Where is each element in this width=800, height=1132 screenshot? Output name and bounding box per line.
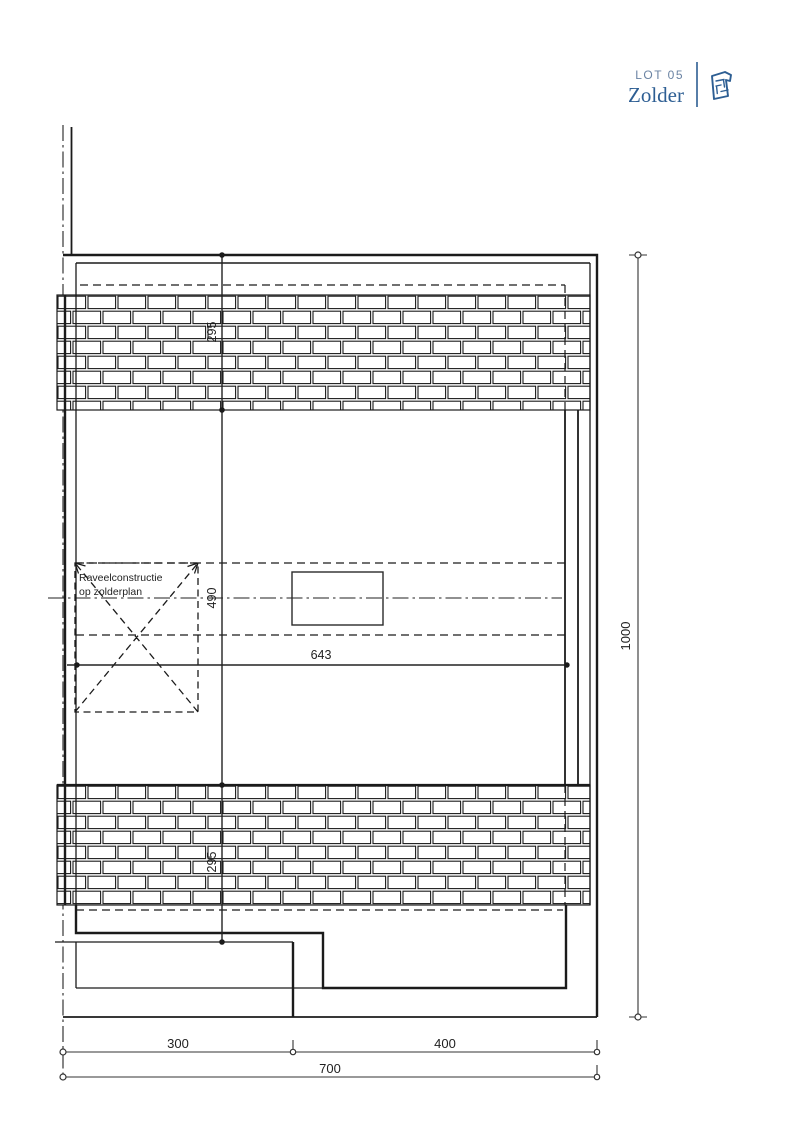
blueprint-icon bbox=[712, 72, 731, 99]
title-block bbox=[628, 62, 731, 107]
dim-label-643: 643 bbox=[310, 648, 332, 662]
dim-node bbox=[219, 407, 225, 413]
bottom-roof-hatch bbox=[57, 785, 590, 905]
dim-end bbox=[635, 252, 641, 258]
dim-label-1000: 1000 bbox=[618, 621, 633, 651]
dim-label-400: 400 bbox=[434, 1036, 456, 1051]
dim-end bbox=[60, 1074, 66, 1080]
center-lines bbox=[48, 125, 562, 1080]
dim-end bbox=[594, 1049, 599, 1054]
raveel-note-line2: op zolderplan bbox=[79, 586, 143, 598]
dimension-labels bbox=[167, 322, 633, 1076]
dim-node bbox=[219, 939, 225, 945]
dim-label-490: 490 bbox=[205, 587, 219, 609]
dim-node bbox=[74, 662, 79, 667]
dim-end bbox=[290, 1049, 295, 1054]
raveel-note-line1: Raveelconstructie bbox=[79, 572, 163, 584]
dim-node bbox=[219, 252, 225, 258]
dim-end bbox=[635, 1014, 641, 1020]
dim-end bbox=[594, 1074, 599, 1079]
dim-node bbox=[564, 662, 569, 667]
dim-label-300: 300 bbox=[167, 1036, 189, 1051]
plan-name: Zolder bbox=[628, 83, 684, 107]
lot-label: LOT 05 bbox=[635, 68, 684, 82]
dim-end bbox=[60, 1049, 66, 1055]
lower-step-outline bbox=[76, 905, 566, 988]
top-roof-hatch bbox=[57, 295, 590, 410]
dim-node bbox=[219, 782, 225, 788]
dim-label-295-top: 295 bbox=[205, 321, 219, 343]
dim-label-295-bottom: 295 bbox=[205, 851, 219, 873]
blueprint-icon-sheet bbox=[712, 72, 731, 99]
dim-label-700: 700 bbox=[319, 1061, 341, 1076]
raveel-construction bbox=[75, 563, 198, 712]
